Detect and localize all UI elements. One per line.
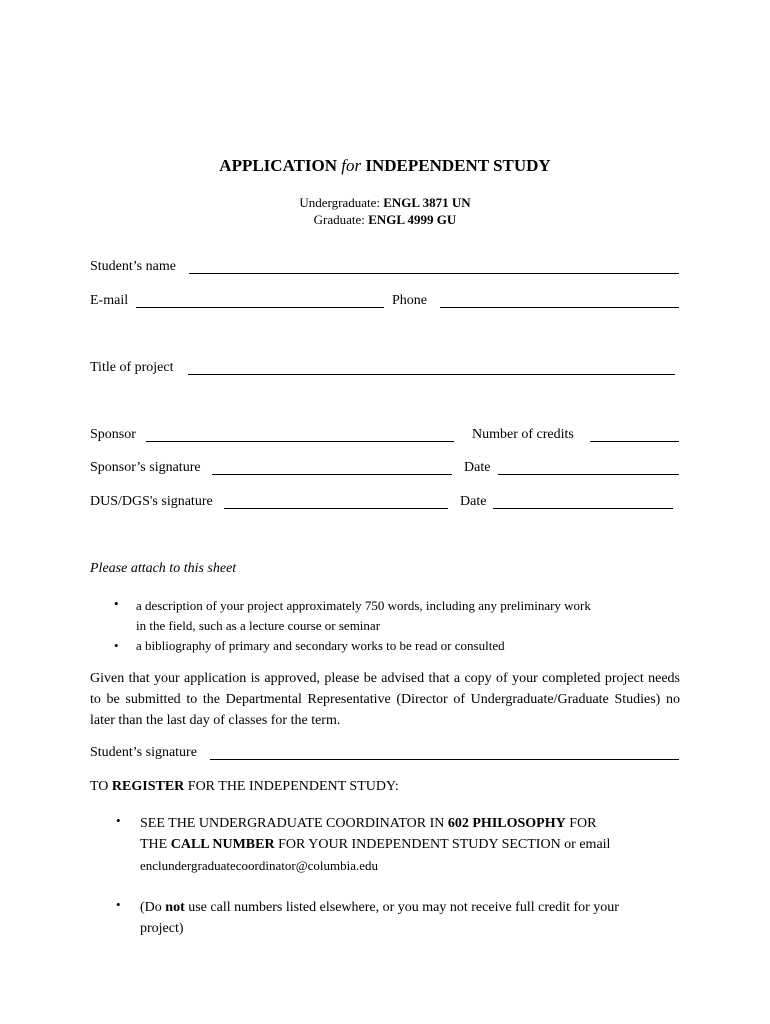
phone-label: Phone [392, 293, 427, 308]
sponsor-signature-field[interactable] [212, 474, 452, 475]
attach-heading: Please attach to this sheet [90, 561, 237, 576]
sponsor-field[interactable] [146, 441, 454, 442]
date1-label: Date [464, 460, 491, 475]
sponsor-signature-label: Sponsor’s signature [90, 460, 201, 475]
credits-field[interactable] [590, 441, 679, 442]
student-name-label: Student’s name [90, 259, 176, 274]
bullet-icon: • [116, 813, 121, 828]
attach-item-description: a description of your project approximately 750 words, including any preliminary work in the field, such as a lecture course or seminar [136, 598, 591, 633]
dus-signature-field[interactable] [224, 508, 448, 509]
email-field[interactable] [136, 307, 384, 308]
date2-field[interactable] [493, 508, 673, 509]
date2-label: Date [460, 494, 487, 509]
email-label: E-mail [90, 293, 129, 308]
register-heading: TO REGISTER FOR THE INDEPENDENT STUDY: [90, 779, 399, 794]
notice-paragraph: Given that your application is approved, please be advised that a copy of your completed project needs to be submitted to the Departmental Representative (Director of Undergraduate/Graduate Studies) no later than the last day of classes for the term. [90, 671, 680, 728]
form-title: APPLICATION for INDEPENDENT STUDY [219, 156, 551, 175]
student-name-field[interactable] [189, 273, 679, 274]
project-title-label: Title of project [90, 360, 174, 375]
register-coordinator-instruction: SEE THE UNDERGRADUATE COORDINATOR IN 602 PHILOSOPHY FOR THE CALL NUMBER FOR YOUR INDEPENDENT STUDY SECTION or email enclundergraduatecoordinator@columbia.edu [140, 813, 610, 876]
attach-item-bibliography: a bibliography of primary and secondary works to be read or consulted [136, 638, 505, 653]
student-signature-field[interactable] [210, 759, 679, 760]
register-call-number-warning: (Do not use call numbers listed elsewhere, or you may not receive full credit for your project) [140, 900, 619, 936]
grad-course-code: Graduate: ENGL 4999 GU [313, 212, 457, 227]
date1-field[interactable] [498, 474, 679, 475]
bullet-icon: • [114, 596, 119, 611]
sponsor-label: Sponsor [90, 427, 136, 442]
dus-signature-label: DUS/DGS's signature [90, 494, 213, 509]
phone-field[interactable] [440, 307, 679, 308]
coordinator-email-link[interactable]: enclundergraduatecoordinator@columbia.edu [140, 858, 379, 873]
student-signature-label: Student’s signature [90, 745, 197, 760]
credits-label: Number of credits [472, 427, 574, 442]
bullet-icon: • [114, 638, 119, 653]
bullet-icon: • [116, 897, 121, 912]
undergrad-course-code: Undergraduate: ENGL 3871 UN [299, 195, 471, 210]
project-title-field[interactable] [188, 374, 675, 375]
